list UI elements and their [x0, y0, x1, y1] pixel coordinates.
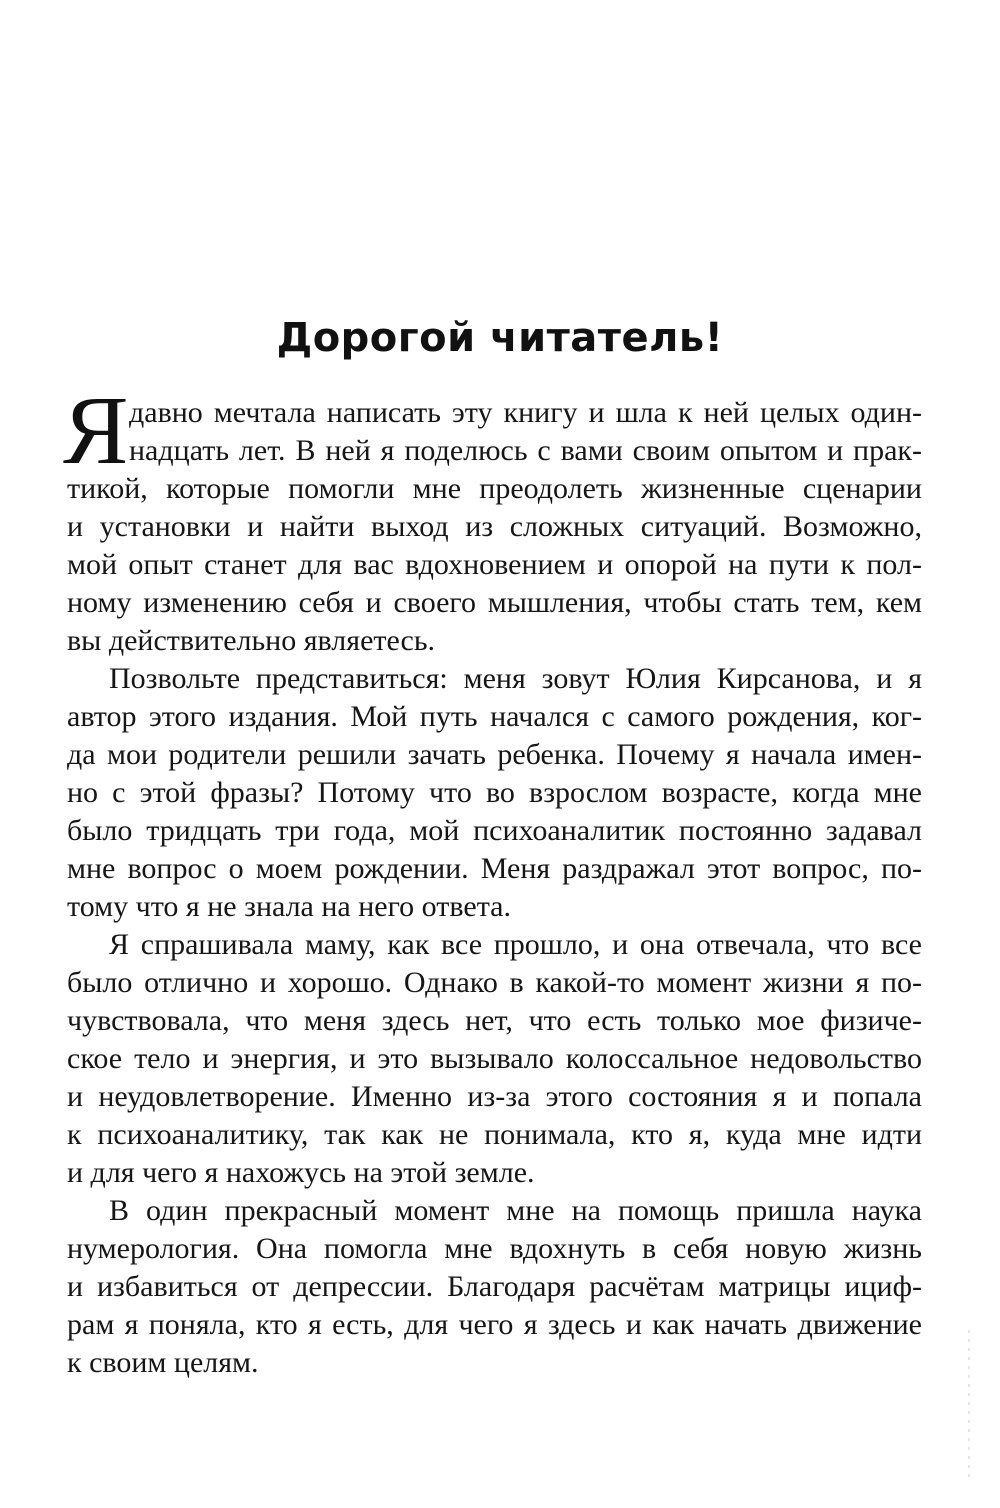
text-line: и установки и найти выход из сложных ситуаций. Возможно,: [67, 510, 922, 543]
text-line: давно мечтала написать эту книгу и шла к ней целых один-: [129, 396, 922, 429]
binding-shadow: [968, 1330, 970, 1480]
text-line: нумерология. Она помогла мне вдохнуть в себя новую жизнь: [67, 1232, 922, 1265]
page-title: Дорогой читатель!: [276, 315, 724, 361]
text-line: к своим целям.: [67, 1346, 259, 1379]
text-line: вы действительно являетесь.: [67, 624, 436, 657]
paragraph-3: [67, 926, 922, 1192]
text-line: было тридцать три года, мой психоаналитик постоянно задавал: [67, 814, 922, 847]
text-line: В один прекрасный момент мне на помощь пришла наука: [109, 1194, 922, 1227]
text-line: Позвольте представиться: меня зовут Юлия Кирсанова, и я: [109, 662, 922, 695]
text-line: мой опыт станет для вас вдохновением и опорой на пути к пол-: [67, 548, 922, 581]
text-line: и для чего я нахожусь на этой земле.: [67, 1156, 535, 1189]
text-line: Я спрашивала маму, как все прошло, и она отвечала, что все: [109, 928, 922, 961]
paragraph-2: [67, 660, 922, 926]
text-line: ному изменению себя и своего мышления, чтобы стать тем, кем: [67, 586, 922, 619]
paragraph-4: [67, 1192, 922, 1382]
text-line: ское тело и энергия, и это вызывало колоссальное недовольство: [67, 1042, 922, 1075]
text-line: и неудовлетворение. Именно из-за этого состояния я и попала: [67, 1080, 922, 1113]
text-line: чувствовала, что меня здесь нет, что есть только мое физиче-: [67, 1004, 922, 1037]
text-line: к психоаналитику, так как не понимала, кто я, куда мне идти: [67, 1118, 922, 1151]
text-line: надцать лет. В ней я поделюсь с вами своим опытом и прак-: [129, 434, 922, 467]
drop-cap: Я: [63, 377, 129, 485]
text-line: но с этой фразы? Потому что во взрослом возрасте, когда мне: [67, 776, 922, 809]
text-line: было отлично и хорошо. Однако в какой-то момент жизни я по-: [67, 966, 922, 999]
text-line: да мои родители решили зачать ребенка. Почему я начала имен-: [67, 738, 922, 771]
paragraph-1: [63, 377, 922, 660]
text-line: мне вопрос о моем рождении. Меня раздражал этот вопрос, по-: [67, 852, 922, 885]
text-line: автор этого издания. Мой путь начался с самого рождения, ког-: [67, 700, 922, 733]
text-line: тикой, которые помогли мне преодолеть жизненные сценарии: [67, 472, 922, 505]
text-line: тому что я не знала на него ответа.: [67, 890, 511, 923]
body-text: [63, 377, 922, 1382]
text-line: рам я поняла, кто я есть, для чего я здесь и как начать движение: [67, 1308, 922, 1341]
text-line: и избавиться от депрессии. Благодаря расчётам матрицы ициф-: [67, 1270, 922, 1303]
